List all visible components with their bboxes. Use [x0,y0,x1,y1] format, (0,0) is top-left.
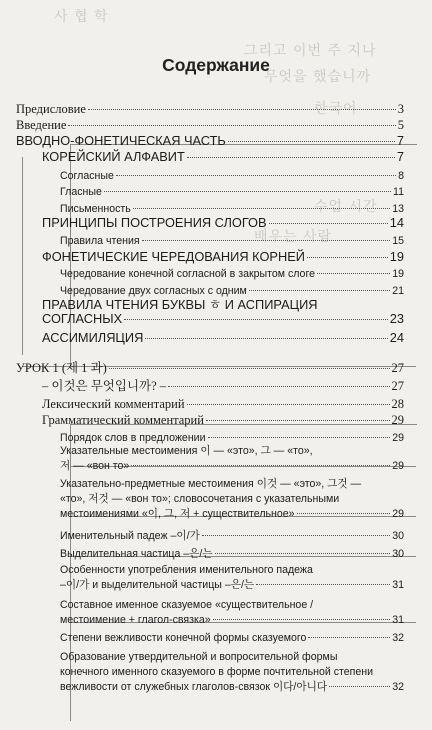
toc-entry[interactable]: Степени вежливости конечной формы сказуемого 32 [60,632,404,644]
show-through-text: 배우는 사람 [254,229,333,245]
toc-entry[interactable]: Выделительная частица –은/는 30 [60,548,404,560]
toc-entry[interactable]: УРОК 1 (제 1 과) 27 [16,361,404,375]
toc-entry[interactable]: Указательные местоимения 이 — «это», 그 — «то», 저 — «вон то» 29 [60,445,404,472]
toc-entry[interactable]: Согласные 8 [60,170,404,182]
toc-entry[interactable]: Чередование двух согласных с одним 21 [60,285,404,297]
toc-entry[interactable]: Лексический комментарий 28 [42,397,404,411]
toc-entry[interactable]: ПРИНЦИПЫ ПОСТРОЕНИЯ СЛОГОВ 14 [42,215,404,230]
toc-entry[interactable]: Именительный падеж –이/가 30 [60,530,404,542]
toc-entry[interactable]: – 이것은 무엇입니까? – 27 [42,379,404,393]
toc-entry[interactable]: АССИМИЛЯЦИЯ 24 [42,330,404,345]
toc-entry[interactable]: Письменность 13 [60,203,404,215]
toc-entry[interactable]: Особенности употребления именительного падежа –이/가 и выделительной частицы –은/는 31 [60,564,404,591]
toc-entry[interactable]: Образование утвердительной и вопросительной формы конечного именного сказуемого в форме почтительной степени вежливости от служебных глаголов-связок 이다/아니다 32 [60,651,404,693]
show-through-text: 사 협 학 [54,9,109,25]
toc-entry[interactable]: Грамматический комментарий 29 [42,413,404,427]
show-through-text: 한국어 [314,101,358,117]
show-through-text: 그리고 이번 주 지나 [244,43,377,59]
toc-entry[interactable]: Составное именное сказуемое «существительное / местоимение + глагол-связка» 31 [60,599,404,626]
toc-entry[interactable]: ПРАВИЛА ЧТЕНИЯ БУКВЫ ㅎ И АСПИРАЦИЯ СОГЛАСНЫХ 23 [42,297,404,326]
toc-entry[interactable]: Предисловие 3 [16,102,404,116]
show-through-text: 수업 시간 [314,199,378,215]
toc-entry[interactable]: ВВОДНО-ФОНЕТИЧЕСКАЯ ЧАСТЬ 7 [16,133,404,148]
toc-entry[interactable]: Чередование конечной согласной в закрытом слоге 19 [60,268,404,280]
show-through-text: 무엇을 했습니까 [264,69,372,85]
toc-entry[interactable]: Указательно-предметные местоимения 이것 — «это», 그것 — «то», 저것 — «вон то»; словосочетания с указательными местоимениями «이, 그, 저 + существительное» 29 [60,478,404,520]
toc-entry[interactable]: Введение 5 [16,118,404,132]
toc-entry[interactable]: Порядок слов в предложении 29 [60,432,404,444]
page-title: Содержание [162,55,270,75]
toc-entry[interactable]: Правила чтения 15 [60,235,404,247]
toc-entry[interactable]: ФОНЕТИЧЕСКИЕ ЧЕРЕДОВАНИЯ КОРНЕЙ 19 [42,249,404,264]
book-page [14,0,418,730]
toc-entry[interactable]: КОРЕЙСКИЙ АЛФАВИТ 7 [42,149,404,164]
toc-entry[interactable]: Гласные 11 [60,186,404,198]
